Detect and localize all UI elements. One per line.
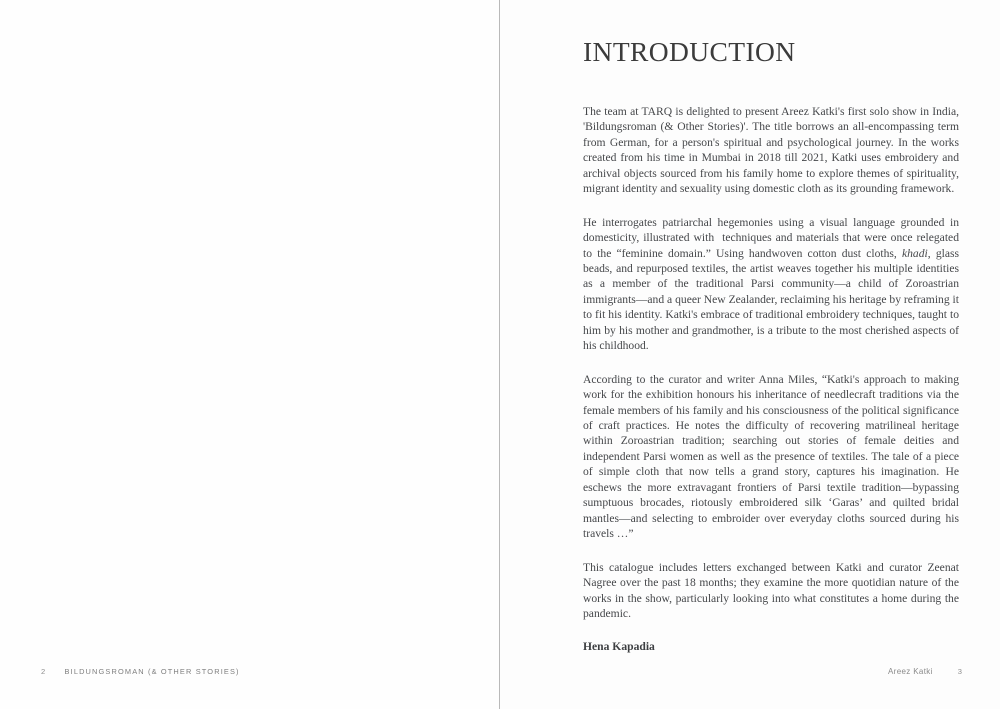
spine-gutter-rule	[499, 0, 500, 709]
running-title-left: BILDUNGSROMAN (& OTHER STORIES)	[64, 667, 240, 676]
page-title: INTRODUCTION	[583, 36, 796, 67]
footer-right-page	[888, 667, 962, 709]
introduction-text-block	[583, 0, 959, 655]
paragraph-1: The team at TARQ is delighted to present Areez Katki's first solo show in India, 'Bildungsroman (& Other Stories)'. The title borrows an all-encompassing term from German, for a person's spiritual and psychological journey. In the works created from his time in Mumbai in 2018 till 2021, Katki uses embroidery and archival objects sourced from his family home to explore themes of spirituality, migrant identity and sexuality using domestic cloth as its grounding framework.	[583, 104, 959, 196]
author-signature: Hena Kapadia	[583, 640, 655, 654]
paragraph-3: According to the curator and writer Anna Miles, “Katki's approach to making work for the exhibition honours his inheritance of needlecraft traditions via the female members of his family and his consciousness of the political significance of craft practices. He notes the difficulty of recovering matrilineal heritage within Zoroastrian tradition; searching out stories of female deities and independent Parsi women as well as the presence of textiles. The tale of a piece of simple cloth that now tells a grand story, captures his imagination. He eschews the more extravagant frontiers of Parsi textile tradition—bypassing sumptuous brocades, riotously embroidered silk ‘Garas’ and quilted bridal mantles—and selecting to embroider over everyday cloths sourced during his travels …”	[583, 372, 959, 541]
footer-left-page	[41, 667, 240, 709]
paragraph-4: This catalogue includes letters exchanged between Katki and curator Zeenat Nagree over the past 18 months; they examine the more quotidian nature of the works in the show, particularly looking into what constitutes a home during the pandemic.	[583, 560, 959, 621]
body-copy	[583, 104, 959, 655]
running-artist-right: Areez Katki	[888, 667, 933, 676]
paragraph-2: He interrogates patriarchal hegemonies using a visual language grounded in domesticity, illustrated with techniques and materials that were once relegated to the “feminine domain.” Using handwoven cotton dust cloths, khadi, glass beads, and repurposed textiles, the artist weaves together his multiple identities as a member of the traditional Parsi community—a child of Zoroastrian immigrants—and a queer New Zealander, reclaiming his heritage by reframing it to fit his identity. Katki's embrace of traditional embroidery techniques, taught to him by his mother and grandmother, is a tribute to the most cherished aspects of his childhood.	[583, 215, 960, 353]
page-number-left: 2	[41, 667, 46, 676]
page-number-right: 3	[957, 667, 963, 676]
